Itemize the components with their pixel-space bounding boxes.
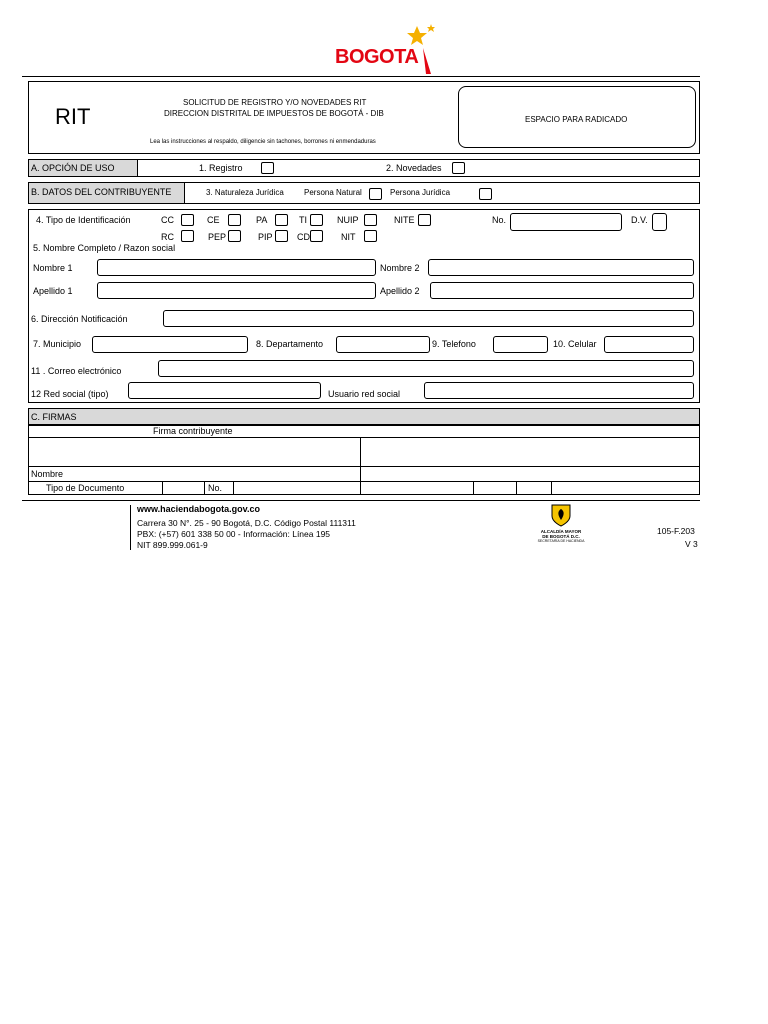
firma-label: Firma contribuyente: [153, 426, 233, 436]
identificacion-label: 4. Tipo de Identificación: [36, 215, 131, 225]
persona-juridica-label: Persona Jurídica: [390, 188, 451, 197]
id-type-ti: TI: [299, 215, 307, 225]
dv-input[interactable]: [652, 213, 667, 231]
departamento-label: 8. Departamento: [256, 339, 324, 349]
bogota-logo: [333, 22, 443, 74]
red-social-label: 12 Red social (tipo): [31, 389, 109, 399]
tipo-documento-label: Tipo de Documento: [46, 483, 125, 493]
bottom-rule: [22, 500, 700, 501]
persona-juridica-checkbox[interactable]: [479, 188, 492, 200]
footer-divider: [130, 505, 131, 550]
usuario-red-label: Usuario red social: [328, 389, 401, 399]
rit-label: RIT: [55, 104, 91, 129]
id-type-pa: PA: [256, 215, 268, 225]
logo-text: BOGOTA: [335, 46, 419, 68]
red-social-input[interactable]: [128, 382, 321, 399]
sig-line-1: [28, 437, 700, 438]
telefono-label: 9. Telefono: [432, 339, 476, 349]
celular-label: 10. Celular: [553, 339, 597, 349]
correo-input[interactable]: [158, 360, 694, 377]
cc-checkbox[interactable]: [181, 214, 194, 226]
id-number-input[interactable]: [510, 213, 622, 231]
municipio-input[interactable]: [92, 336, 248, 353]
direccion-input[interactable]: [163, 310, 694, 327]
id-type-pip: PIP: [258, 232, 273, 242]
direccion-label: 6. Dirección Notificación: [31, 314, 128, 324]
nombre1-input[interactable]: [97, 259, 376, 276]
usuario-red-input[interactable]: [424, 382, 694, 399]
form-title-line2: DIRECCION DISTRITAL DE IMPUESTOS DE BOGOTÁ - DIB: [164, 109, 384, 118]
nombre2-label: Nombre 2: [380, 263, 420, 273]
form-version: V 3: [685, 539, 698, 549]
id-type-cd: CD: [297, 232, 310, 242]
apellido1-input[interactable]: [97, 282, 376, 299]
sig-col-6: [551, 481, 552, 495]
pip-checkbox[interactable]: [275, 230, 288, 242]
coat-of-arms-icon: [550, 503, 572, 527]
instructions-text: Lea las instrucciones al respaldo, diligencie sin tachones, borrones ni enmendaduras: [150, 139, 376, 145]
rc-checkbox[interactable]: [181, 230, 194, 242]
dv-label: D.V.: [631, 215, 648, 225]
registro-label: 1. Registro: [199, 163, 243, 173]
pep-checkbox[interactable]: [228, 230, 241, 242]
form-code: 105-F.203: [657, 526, 695, 536]
doc-no-label: No.: [208, 483, 223, 493]
novedades-checkbox[interactable]: [452, 162, 465, 174]
nite-checkbox[interactable]: [418, 214, 431, 226]
form-title-line1: SOLICITUD DE REGISTRO Y/O NOVEDADES RIT: [183, 98, 367, 107]
id-type-nite: NITE: [394, 215, 415, 225]
registro-checkbox[interactable]: [261, 162, 274, 174]
section-c-title: C. FIRMAS: [31, 412, 77, 422]
id-type-nuip: NUIP: [337, 215, 359, 225]
sig-col-3: [233, 481, 234, 495]
alcaldia-line1: ALCALDÍA MAYOR: [540, 529, 582, 534]
apellido2-input[interactable]: [430, 282, 694, 299]
municipio-label: 7. Municipio: [33, 339, 82, 349]
alcaldia-line3: SECRETARÍA DE HACIENDA: [537, 539, 585, 543]
apellido1-label: Apellido 1: [33, 286, 73, 296]
sig-col-1: [162, 481, 163, 495]
id-type-ce: CE: [207, 215, 220, 225]
apellido2-label: Apellido 2: [380, 286, 420, 296]
nuip-checkbox[interactable]: [364, 214, 377, 226]
sig-col-2: [204, 481, 205, 495]
sig-col-5: [516, 481, 517, 495]
footer-pbx: PBX: (+57) 601 338 50 00 - Información: Línea 195: [137, 529, 331, 539]
nombre2-input[interactable]: [428, 259, 694, 276]
pa-checkbox[interactable]: [275, 214, 288, 226]
departamento-input[interactable]: [336, 336, 430, 353]
persona-natural-checkbox[interactable]: [369, 188, 382, 200]
section-a-title: A. OPCIÓN DE USO: [31, 163, 115, 173]
celular-input[interactable]: [604, 336, 694, 353]
nombre1-label: Nombre 1: [33, 263, 73, 273]
alcaldia-line2: DE BOGOTÁ D.C.: [542, 534, 580, 539]
radicado-label: ESPACIO PARA RADICADO: [525, 115, 628, 124]
sig-line-3: [28, 481, 700, 482]
sig-col-4: [473, 481, 474, 495]
top-rule: [22, 76, 700, 77]
nombre-label: Nombre: [31, 469, 64, 479]
sig-line-2: [28, 466, 700, 467]
alcaldia-logo: [536, 503, 586, 551]
id-type-pep: PEP: [208, 232, 227, 242]
id-number-label: No.: [492, 215, 507, 225]
id-type-nit: NIT: [341, 232, 356, 242]
correo-label: 11 . Correo electrónico: [31, 366, 122, 376]
nombre-completo-label: 5. Nombre Completo / Razon social: [33, 243, 176, 253]
section-c-header: [28, 408, 700, 425]
persona-natural-label: Persona Natural: [304, 188, 362, 197]
ti-checkbox[interactable]: [310, 214, 323, 226]
ce-checkbox[interactable]: [228, 214, 241, 226]
nit-checkbox[interactable]: [364, 230, 377, 242]
signatures-table: [28, 425, 700, 495]
section-b-title: B. DATOS DEL CONTRIBUYENTE: [31, 187, 172, 197]
id-type-rc: RC: [161, 232, 174, 242]
naturaleza-label: 3. Naturaleza Jurídica: [206, 188, 284, 197]
footer-website[interactable]: www.haciendabogota.gov.co: [137, 504, 261, 514]
footer-address: Carrera 30 N°. 25 - 90 Bogotá, D.C. Código Postal 111311: [137, 518, 356, 528]
cd-checkbox[interactable]: [310, 230, 323, 242]
novedades-label: 2. Novedades: [386, 163, 442, 173]
id-type-cc: CC: [161, 215, 174, 225]
telefono-input[interactable]: [493, 336, 548, 353]
footer-nit: NIT 899.999.061-9: [137, 540, 208, 550]
